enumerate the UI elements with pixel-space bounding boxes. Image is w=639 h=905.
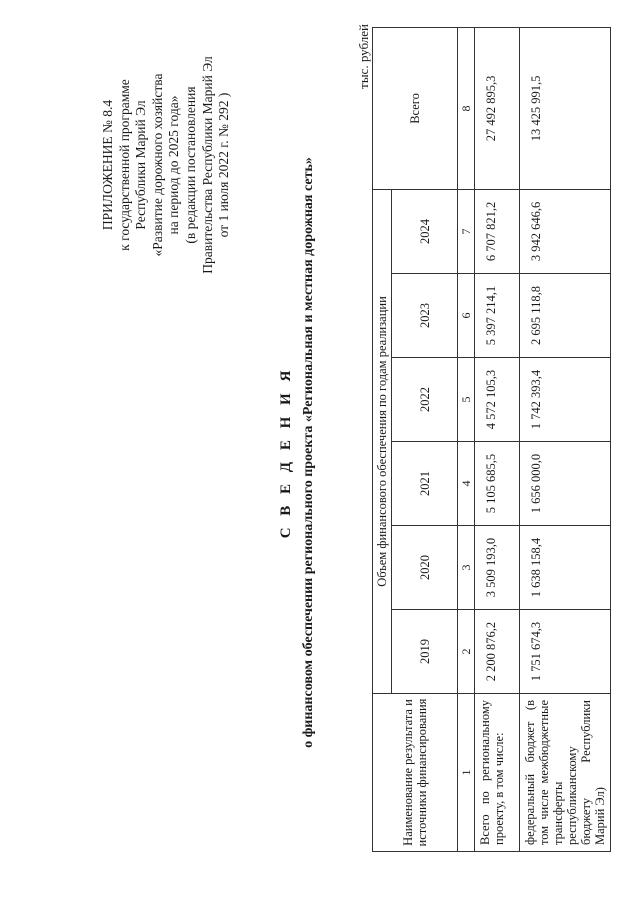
cell-value: 3 942 646,6: [520, 189, 611, 273]
cell-value: 6 707 821,2: [475, 189, 520, 273]
row-name: Всего по региональному проекту, в том числе:: [475, 694, 520, 852]
appendix-block: [100, 20, 233, 310]
document-title: С В Е Д Е Н И Я: [278, 366, 294, 539]
column-index: 2: [458, 610, 475, 694]
cell-value: 2 695 118,8: [520, 274, 611, 358]
appendix-line: (в редакции постановления: [182, 86, 198, 244]
cell-value: 1 656 000,0: [520, 442, 611, 526]
total-column-header: Всего: [373, 27, 458, 189]
cell-value-total: 13 425 991,5: [520, 27, 611, 189]
year-header: 2023: [392, 274, 458, 358]
cell-value: 5 397 214,1: [475, 274, 520, 358]
cell-value: 5 105 685,5: [475, 442, 520, 526]
years-group-header: Объем финансового обеспечения по годам реализации: [373, 189, 392, 693]
column-index: 8: [458, 27, 475, 189]
column-index: 4: [458, 442, 475, 526]
cell-value-total: 27 492 895,3: [475, 27, 520, 189]
units-label: тыс. рублей: [356, 24, 371, 89]
column-index: 6: [458, 274, 475, 358]
cell-value: 3 509 193,0: [475, 526, 520, 610]
appendix-line: ПРИЛОЖЕНИЕ № 8.4: [100, 99, 115, 231]
column-index: 3: [458, 526, 475, 610]
column-index: 7: [458, 189, 475, 273]
cell-value: 2 200 876,2: [475, 610, 520, 694]
year-header: 2020: [392, 526, 458, 610]
cell-value: 1 742 393,4: [520, 358, 611, 442]
cell-value: 1 638 158,4: [520, 526, 611, 610]
appendix-line: «Развитие дорожного хозяйства: [149, 73, 165, 257]
name-column-header: Наименование результата и источники финансирования: [373, 694, 458, 852]
year-header: 2019: [392, 610, 458, 694]
appendix-line: на период до 2025 года»: [166, 95, 182, 235]
header-row: [373, 27, 392, 851]
appendix-line: к государственной программе: [116, 79, 132, 251]
row-name: федеральный бюджет (в том числе межбюджетные трансферты республиканскому бюджету Республики Марий Эл): [520, 694, 611, 852]
cell-value: 1 751 674,3: [520, 610, 611, 694]
appendix-line: Республики Марий Эл: [133, 100, 149, 230]
year-header: 2024: [392, 189, 458, 273]
column-index-row: [458, 27, 475, 851]
table-row: [475, 27, 520, 851]
financing-table: [372, 27, 611, 852]
column-index: 1: [458, 694, 475, 852]
column-index: 5: [458, 358, 475, 442]
table-row: [520, 27, 611, 851]
year-header: 2021: [392, 442, 458, 526]
appendix-line: от 1 июля 2022 г. № 292 ): [216, 92, 232, 238]
appendix-line: Правительства Республики Марий Эл: [199, 56, 215, 274]
cell-value: 4 572 105,3: [475, 358, 520, 442]
year-header: 2022: [392, 358, 458, 442]
document-subtitle: о финансовом обеспечении регионального проекта «Региональная и местная дорожная сеть»: [301, 157, 316, 748]
